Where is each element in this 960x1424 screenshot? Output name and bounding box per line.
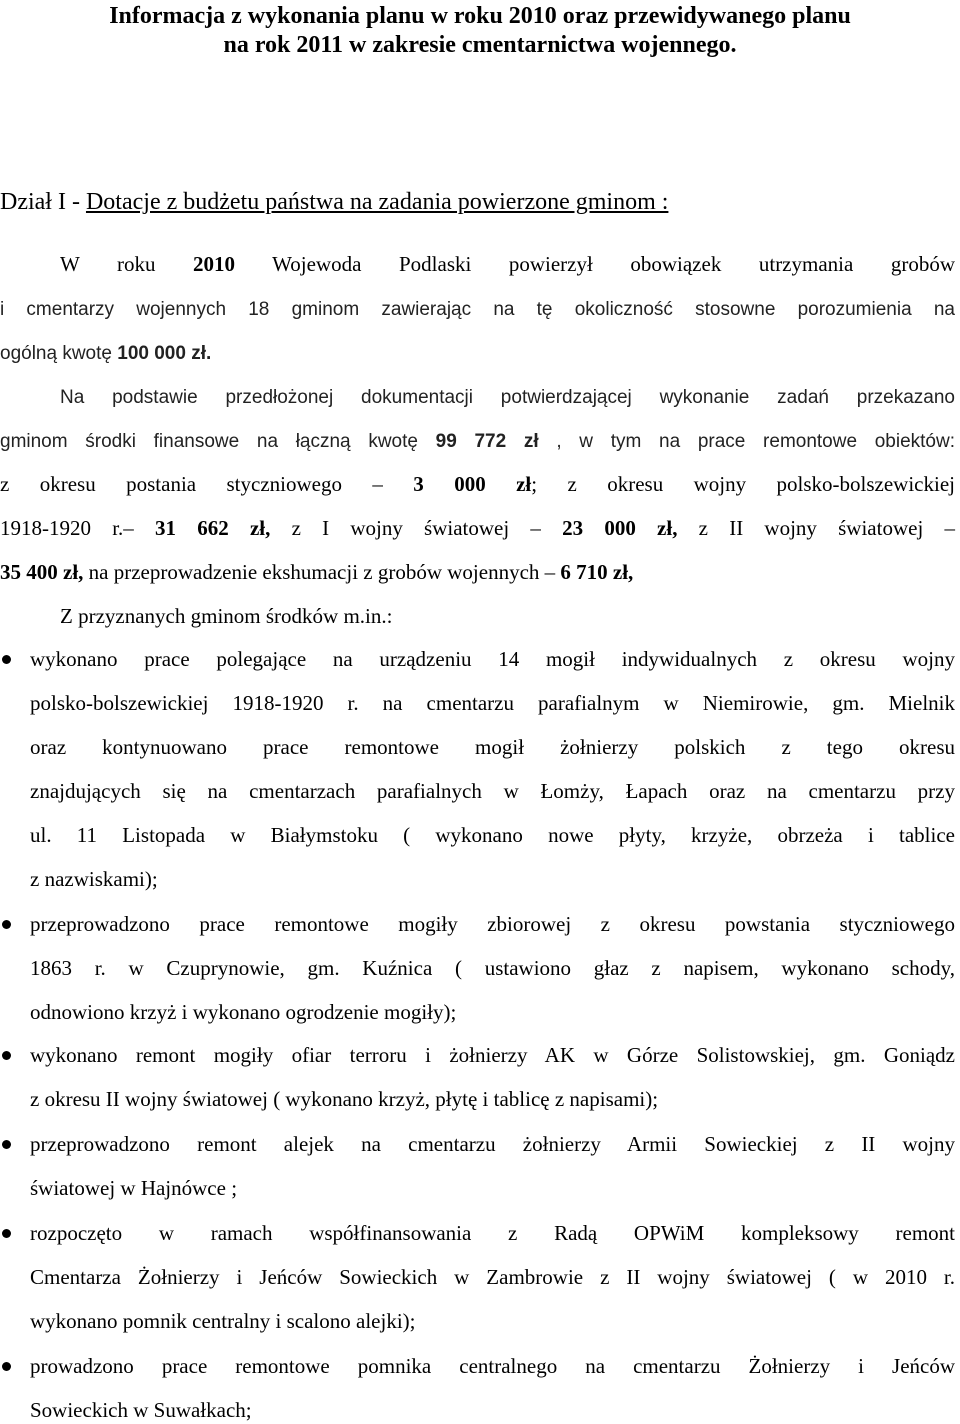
bullet-icon bbox=[2, 1362, 11, 1371]
bullet-line: światowej w Hajnówce ; bbox=[30, 1176, 238, 1200]
bullet-icon bbox=[2, 1051, 11, 1060]
title-line-1: Informacja z wykonania planu w roku 2010 oraz przewidywanego planu bbox=[109, 3, 851, 29]
bullet-line: 1863 r. w Czuprynowie, gm. Kuźnica ( ustawiono głaz z napisem, wykonano schody, bbox=[30, 956, 955, 980]
title-line-2: na rok 2011 w zakresie cmentarnictwa wojennego. bbox=[223, 32, 737, 58]
document-title bbox=[0, 2, 960, 60]
bullet-line: z okresu II wojny światowej ( wykonano krzyż, płytę i tablicę z napisami); bbox=[30, 1087, 659, 1111]
bullet-line: wykonano prace polegające na urządzeniu 14 mogił indywidualnych z okresu wojny bbox=[30, 647, 955, 671]
bullet-line: oraz kontynuowano prace remontowe mogił żołnierzy polskich z tego okresu bbox=[30, 735, 955, 759]
bullet-icon bbox=[2, 920, 11, 929]
bullet-icon bbox=[2, 1229, 11, 1238]
para1-line1: W roku 2010 Wojewoda Podlaski powierzył obowiązek utrzymania grobów bbox=[60, 252, 956, 276]
para1-line3: ogólną kwotę 100 000 zł. bbox=[0, 343, 212, 364]
para1-line2: i cmentarzy wojennych 18 gminom zawierając na tę okoliczność stosowne porozumienia na bbox=[0, 299, 955, 320]
bullet-line: prowadzono prace remontowe pomnika centralnego na cmentarzu Żołnierzy i Jeńców bbox=[30, 1354, 955, 1378]
bullet-line: odnowiono krzyż i wykonano ogrodzenie mogiły); bbox=[30, 1000, 457, 1024]
para2-line5: 35 400 zł, na przeprowadzenie ekshumacji z grobów wojennych – 6 710 zł, bbox=[0, 560, 634, 584]
para2-line3: z okresu postania styczniowego – 3 000 zł; z okresu wojny polsko-bolszewickiej bbox=[0, 472, 955, 496]
bullet-line: znajdujących się na cmentarzach parafialnych w Łomży, Łapach oraz na cmentarzu przy bbox=[30, 779, 955, 803]
bullet-line: rozpoczęto w ramach współfinansowania z Radą OPWiM kompleksowy remont bbox=[30, 1221, 955, 1245]
para2-line4: 1918-1920 r.– 31 662 zł, z I wojny światowej – 23 000 zł, z II wojny światowej – bbox=[0, 516, 956, 540]
para2-line2: gminom środki finansowe na łączną kwotę 99 772 zł , w tym na prace remontowe obiektów: bbox=[0, 431, 955, 452]
bullet-line: polsko-bolszewickiej 1918-1920 r. na cmentarzu parafialnym w Niemirowie, gm. Mielnik bbox=[30, 691, 955, 715]
bullet-line: z nazwiskami); bbox=[30, 867, 158, 891]
bullet-icon bbox=[2, 1140, 11, 1149]
bullet-line: Sowieckich w Suwałkach; bbox=[30, 1398, 252, 1422]
bullet-line: przeprowadzono remont alejek na cmentarzu żołnierzy Armii Sowieckiej z II wojny bbox=[30, 1132, 955, 1156]
bullet-line: wykonano remont mogiły ofiar terroru i żołnierzy AK w Górze Solistowskiej, gm. Goniądz bbox=[30, 1043, 955, 1067]
bullet-line: Cmentarza Żołnierzy i Jeńców Sowieckich w Zambrowie z II wojny światowej ( w 2010 r. bbox=[30, 1265, 955, 1289]
para2-line6: Z przyznanych gminom środków m.in.: bbox=[60, 604, 393, 628]
para2-line1: Na podstawie przedłożonej dokumentacji potwierdzającej wykonanie zadań przekazano bbox=[60, 387, 955, 408]
section-prefix: Dział I - bbox=[0, 189, 86, 215]
bullet-line: przeprowadzono prace remontowe mogiły zbiorowej z okresu powstania styczniowego bbox=[30, 912, 955, 936]
section-title: Dotacje z budżetu państwa na zadania powierzone gminom : bbox=[85, 189, 669, 215]
section-heading bbox=[0, 186, 668, 218]
bullet-icon bbox=[2, 655, 11, 664]
bullet-line: ul. 11 Listopada w Białymstoku ( wykonano nowe płyty, krzyże, obrzeża i tablice bbox=[30, 823, 955, 847]
bullet-line: wykonano pomnik centralny i scalono alejki); bbox=[30, 1309, 416, 1333]
